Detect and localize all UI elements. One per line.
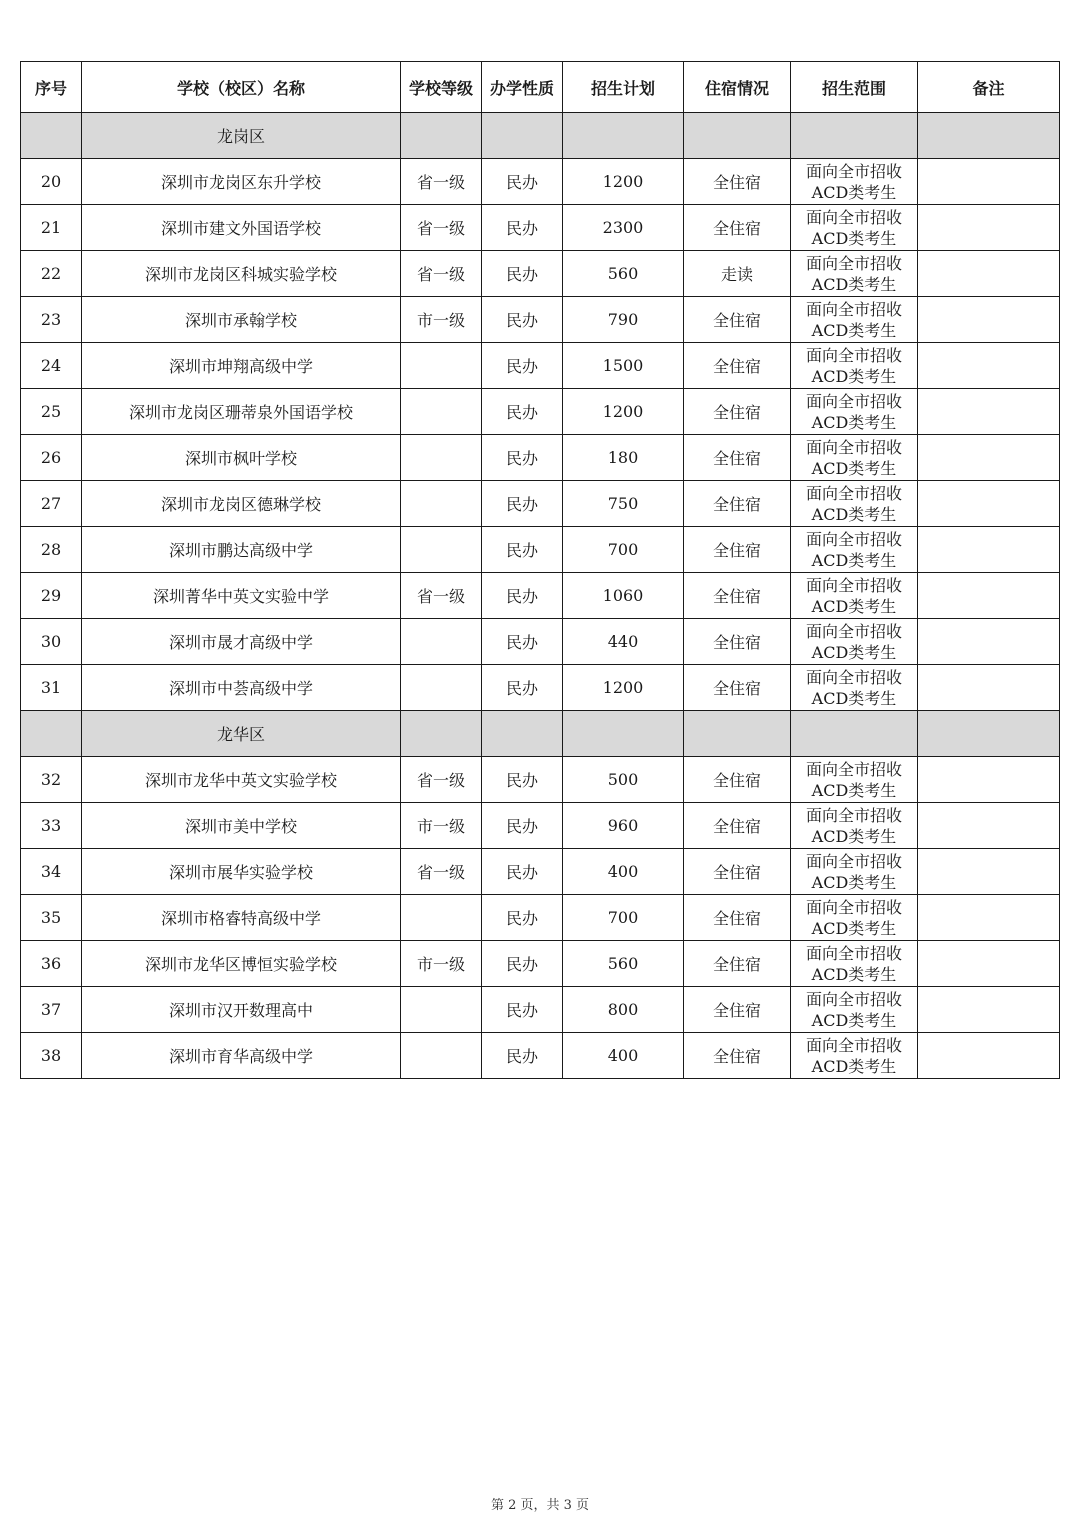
cell-school-level bbox=[401, 619, 482, 665]
cell-school-level bbox=[401, 665, 482, 711]
cell-school-type: 民办 bbox=[482, 757, 563, 803]
cell-enrollment-plan: 2300 bbox=[563, 205, 684, 251]
cell-enrollment-plan: 1060 bbox=[563, 573, 684, 619]
cell-school-name: 深圳市龙岗区德琳学校 bbox=[82, 481, 401, 527]
scope-line-2: ACD类考生 bbox=[811, 964, 897, 984]
cell-school-type: 民办 bbox=[482, 389, 563, 435]
cell-school-name: 深圳市晟才高级中学 bbox=[82, 619, 401, 665]
district-row-empty-cell bbox=[918, 711, 1060, 757]
cell-enrollment-plan: 1200 bbox=[563, 665, 684, 711]
cell-school-name: 深圳市展华实验学校 bbox=[82, 849, 401, 895]
table-row bbox=[21, 297, 1060, 343]
cell-boarding: 全住宿 bbox=[684, 481, 791, 527]
cell-notes bbox=[918, 527, 1060, 573]
cell-enrollment-plan: 960 bbox=[563, 803, 684, 849]
cell-enrollment-scope bbox=[791, 527, 918, 573]
scope-line-2: ACD类考生 bbox=[811, 1010, 897, 1030]
cell-notes bbox=[918, 251, 1060, 297]
cell-enrollment-plan: 800 bbox=[563, 987, 684, 1033]
cell-index: 24 bbox=[21, 343, 82, 389]
district-row bbox=[21, 711, 1060, 757]
header-enrollment-plan: 招生计划 bbox=[563, 62, 684, 113]
enrollment-table bbox=[20, 61, 1060, 1079]
cell-enrollment-plan: 560 bbox=[563, 941, 684, 987]
cell-enrollment-plan: 560 bbox=[563, 251, 684, 297]
cell-school-type: 民办 bbox=[482, 803, 563, 849]
cell-school-name: 深圳市鹏达高级中学 bbox=[82, 527, 401, 573]
cell-enrollment-plan: 1200 bbox=[563, 159, 684, 205]
cell-notes bbox=[918, 941, 1060, 987]
cell-school-name: 深圳市格睿特高级中学 bbox=[82, 895, 401, 941]
scope-line-2: ACD类考生 bbox=[811, 596, 897, 616]
cell-enrollment-scope bbox=[791, 757, 918, 803]
table-body bbox=[21, 113, 1060, 1079]
cell-enrollment-scope bbox=[791, 251, 918, 297]
cell-enrollment-plan: 180 bbox=[563, 435, 684, 481]
cell-school-name: 深圳市龙岗区东升学校 bbox=[82, 159, 401, 205]
table-row bbox=[21, 987, 1060, 1033]
cell-enrollment-scope bbox=[791, 987, 918, 1033]
cell-index: 28 bbox=[21, 527, 82, 573]
cell-school-level bbox=[401, 343, 482, 389]
cell-school-level: 省一级 bbox=[401, 757, 482, 803]
table-row bbox=[21, 849, 1060, 895]
cell-school-level bbox=[401, 1033, 482, 1079]
cell-index: 26 bbox=[21, 435, 82, 481]
cell-school-level bbox=[401, 481, 482, 527]
cell-notes bbox=[918, 895, 1060, 941]
cell-school-name: 深圳市龙岗区科城实验学校 bbox=[82, 251, 401, 297]
cell-boarding: 全住宿 bbox=[684, 435, 791, 481]
cell-school-name: 深圳市承翰学校 bbox=[82, 297, 401, 343]
cell-school-level bbox=[401, 389, 482, 435]
cell-boarding: 全住宿 bbox=[684, 803, 791, 849]
district-row-empty-cell bbox=[21, 113, 82, 159]
scope-line-2: ACD类考生 bbox=[811, 872, 897, 892]
table-row bbox=[21, 389, 1060, 435]
cell-enrollment-scope bbox=[791, 619, 918, 665]
cell-school-name: 深圳市龙华中英文实验学校 bbox=[82, 757, 401, 803]
scope-line-1: 面向全市招收 bbox=[805, 437, 902, 457]
cell-school-type: 民办 bbox=[482, 527, 563, 573]
scope-line-1: 面向全市招收 bbox=[805, 483, 902, 503]
district-row-empty-cell bbox=[401, 113, 482, 159]
scope-line-2: ACD类考生 bbox=[811, 182, 897, 202]
cell-school-name: 深圳市坤翔高级中学 bbox=[82, 343, 401, 389]
scope-line-1: 面向全市招收 bbox=[805, 943, 902, 963]
table-row bbox=[21, 435, 1060, 481]
cell-index: 27 bbox=[21, 481, 82, 527]
scope-line-1: 面向全市招收 bbox=[805, 1035, 902, 1055]
scope-line-1: 面向全市招收 bbox=[805, 759, 902, 779]
cell-school-level: 市一级 bbox=[401, 941, 482, 987]
cell-school-name: 深圳市龙华区博恒实验学校 bbox=[82, 941, 401, 987]
cell-school-type: 民办 bbox=[482, 297, 563, 343]
scope-line-2: ACD类考生 bbox=[811, 412, 897, 432]
cell-enrollment-plan: 440 bbox=[563, 619, 684, 665]
cell-boarding: 全住宿 bbox=[684, 573, 791, 619]
cell-index: 33 bbox=[21, 803, 82, 849]
scope-line-1: 面向全市招收 bbox=[805, 667, 902, 687]
scope-line-1: 面向全市招收 bbox=[805, 161, 902, 181]
table-row bbox=[21, 803, 1060, 849]
cell-school-level: 省一级 bbox=[401, 573, 482, 619]
scope-line-1: 面向全市招收 bbox=[805, 989, 902, 1009]
cell-school-level bbox=[401, 527, 482, 573]
cell-enrollment-plan: 700 bbox=[563, 895, 684, 941]
table-row bbox=[21, 343, 1060, 389]
cell-school-type: 民办 bbox=[482, 1033, 563, 1079]
header-notes: 备注 bbox=[918, 62, 1060, 113]
cell-boarding: 全住宿 bbox=[684, 849, 791, 895]
scope-line-1: 面向全市招收 bbox=[805, 299, 902, 319]
cell-school-name: 深圳市美中学校 bbox=[82, 803, 401, 849]
header-school-type: 办学性质 bbox=[482, 62, 563, 113]
cell-school-level: 省一级 bbox=[401, 849, 482, 895]
scope-line-2: ACD类考生 bbox=[811, 780, 897, 800]
cell-school-type: 民办 bbox=[482, 849, 563, 895]
cell-notes bbox=[918, 573, 1060, 619]
cell-school-name: 深圳市育华高级中学 bbox=[82, 1033, 401, 1079]
district-row-empty-cell bbox=[482, 113, 563, 159]
cell-notes bbox=[918, 849, 1060, 895]
district-row bbox=[21, 113, 1060, 159]
table-row bbox=[21, 251, 1060, 297]
scope-line-2: ACD类考生 bbox=[811, 320, 897, 340]
cell-enrollment-plan: 500 bbox=[563, 757, 684, 803]
cell-boarding: 全住宿 bbox=[684, 1033, 791, 1079]
cell-school-level: 省一级 bbox=[401, 251, 482, 297]
cell-school-type: 民办 bbox=[482, 251, 563, 297]
table-row bbox=[21, 895, 1060, 941]
cell-notes bbox=[918, 159, 1060, 205]
district-row-empty-cell bbox=[684, 711, 791, 757]
scope-line-2: ACD类考生 bbox=[811, 228, 897, 248]
cell-notes bbox=[918, 1033, 1060, 1079]
cell-enrollment-scope bbox=[791, 205, 918, 251]
cell-boarding: 全住宿 bbox=[684, 757, 791, 803]
cell-school-type: 民办 bbox=[482, 205, 563, 251]
district-row-empty-cell bbox=[918, 113, 1060, 159]
scope-line-1: 面向全市招收 bbox=[805, 621, 902, 641]
scope-line-1: 面向全市招收 bbox=[805, 391, 902, 411]
table-row bbox=[21, 481, 1060, 527]
cell-boarding: 走读 bbox=[684, 251, 791, 297]
cell-school-type: 民办 bbox=[482, 987, 563, 1033]
cell-school-type: 民办 bbox=[482, 895, 563, 941]
cell-notes bbox=[918, 297, 1060, 343]
header-school-name: 学校（校区）名称 bbox=[82, 62, 401, 113]
cell-enrollment-plan: 750 bbox=[563, 481, 684, 527]
cell-school-type: 民办 bbox=[482, 159, 563, 205]
scope-line-2: ACD类考生 bbox=[811, 688, 897, 708]
cell-boarding: 全住宿 bbox=[684, 941, 791, 987]
cell-notes bbox=[918, 803, 1060, 849]
cell-index: 23 bbox=[21, 297, 82, 343]
district-row-empty-cell bbox=[791, 113, 918, 159]
district-row-empty-cell bbox=[482, 711, 563, 757]
district-row-empty-cell bbox=[563, 711, 684, 757]
cell-boarding: 全住宿 bbox=[684, 619, 791, 665]
cell-school-name: 深圳市龙岗区珊蒂泉外国语学校 bbox=[82, 389, 401, 435]
header-row bbox=[21, 62, 1060, 113]
scope-line-1: 面向全市招收 bbox=[805, 851, 902, 871]
cell-school-type: 民办 bbox=[482, 573, 563, 619]
cell-index: 20 bbox=[21, 159, 82, 205]
table-row bbox=[21, 941, 1060, 987]
cell-notes bbox=[918, 481, 1060, 527]
cell-enrollment-scope bbox=[791, 803, 918, 849]
cell-school-type: 民办 bbox=[482, 343, 563, 389]
cell-boarding: 全住宿 bbox=[684, 297, 791, 343]
cell-enrollment-plan: 400 bbox=[563, 1033, 684, 1079]
table-row bbox=[21, 527, 1060, 573]
header-school-level: 学校等级 bbox=[401, 62, 482, 113]
cell-notes bbox=[918, 389, 1060, 435]
cell-boarding: 全住宿 bbox=[684, 527, 791, 573]
cell-index: 31 bbox=[21, 665, 82, 711]
cell-enrollment-scope bbox=[791, 159, 918, 205]
district-name: 龙岗区 bbox=[82, 113, 401, 159]
scope-line-2: ACD类考生 bbox=[811, 366, 897, 386]
table-row bbox=[21, 205, 1060, 251]
cell-school-name: 深圳菁华中英文实验中学 bbox=[82, 573, 401, 619]
cell-notes bbox=[918, 205, 1060, 251]
scope-line-2: ACD类考生 bbox=[811, 826, 897, 846]
scope-line-2: ACD类考生 bbox=[811, 458, 897, 478]
scope-line-2: ACD类考生 bbox=[811, 642, 897, 662]
cell-school-level: 省一级 bbox=[401, 159, 482, 205]
cell-notes bbox=[918, 619, 1060, 665]
scope-line-1: 面向全市招收 bbox=[805, 345, 902, 365]
scope-line-2: ACD类考生 bbox=[811, 550, 897, 570]
cell-school-level bbox=[401, 987, 482, 1033]
scope-line-1: 面向全市招收 bbox=[805, 207, 902, 227]
cell-enrollment-scope bbox=[791, 665, 918, 711]
cell-school-type: 民办 bbox=[482, 619, 563, 665]
cell-enrollment-plan: 400 bbox=[563, 849, 684, 895]
cell-enrollment-scope bbox=[791, 389, 918, 435]
cell-enrollment-scope bbox=[791, 573, 918, 619]
cell-school-level: 市一级 bbox=[401, 297, 482, 343]
table-row bbox=[21, 573, 1060, 619]
cell-school-level bbox=[401, 435, 482, 481]
cell-index: 29 bbox=[21, 573, 82, 619]
table-row bbox=[21, 619, 1060, 665]
scope-line-2: ACD类考生 bbox=[811, 1056, 897, 1076]
cell-enrollment-scope bbox=[791, 297, 918, 343]
cell-index: 25 bbox=[21, 389, 82, 435]
cell-school-level: 省一级 bbox=[401, 205, 482, 251]
cell-school-level: 市一级 bbox=[401, 803, 482, 849]
cell-school-name: 深圳市建文外国语学校 bbox=[82, 205, 401, 251]
table-row bbox=[21, 665, 1060, 711]
cell-notes bbox=[918, 343, 1060, 389]
cell-enrollment-scope bbox=[791, 343, 918, 389]
cell-enrollment-scope bbox=[791, 941, 918, 987]
cell-school-name: 深圳市汉开数理高中 bbox=[82, 987, 401, 1033]
cell-school-name: 深圳市枫叶学校 bbox=[82, 435, 401, 481]
scope-line-1: 面向全市招收 bbox=[805, 575, 902, 595]
district-row-empty-cell bbox=[791, 711, 918, 757]
cell-enrollment-scope bbox=[791, 481, 918, 527]
district-name: 龙华区 bbox=[82, 711, 401, 757]
header-boarding: 住宿情况 bbox=[684, 62, 791, 113]
cell-boarding: 全住宿 bbox=[684, 159, 791, 205]
cell-enrollment-plan: 1500 bbox=[563, 343, 684, 389]
district-row-empty-cell bbox=[21, 711, 82, 757]
cell-boarding: 全住宿 bbox=[684, 987, 791, 1033]
table-row bbox=[21, 1033, 1060, 1079]
cell-school-level bbox=[401, 895, 482, 941]
cell-boarding: 全住宿 bbox=[684, 665, 791, 711]
scope-line-1: 面向全市招收 bbox=[805, 529, 902, 549]
cell-notes bbox=[918, 665, 1060, 711]
cell-boarding: 全住宿 bbox=[684, 389, 791, 435]
header-enrollment-scope: 招生范围 bbox=[791, 62, 918, 113]
cell-notes bbox=[918, 987, 1060, 1033]
cell-school-type: 民办 bbox=[482, 941, 563, 987]
cell-boarding: 全住宿 bbox=[684, 895, 791, 941]
cell-index: 36 bbox=[21, 941, 82, 987]
scope-line-1: 面向全市招收 bbox=[805, 805, 902, 825]
district-row-empty-cell bbox=[563, 113, 684, 159]
cell-boarding: 全住宿 bbox=[684, 205, 791, 251]
scope-line-2: ACD类考生 bbox=[811, 504, 897, 524]
cell-school-type: 民办 bbox=[482, 665, 563, 711]
cell-enrollment-scope bbox=[791, 1033, 918, 1079]
cell-school-name: 深圳市中荟高级中学 bbox=[82, 665, 401, 711]
cell-enrollment-scope bbox=[791, 435, 918, 481]
cell-school-type: 民办 bbox=[482, 435, 563, 481]
cell-notes bbox=[918, 435, 1060, 481]
cell-enrollment-scope bbox=[791, 849, 918, 895]
scope-line-1: 面向全市招收 bbox=[805, 253, 902, 273]
table-row bbox=[21, 159, 1060, 205]
district-row-empty-cell bbox=[401, 711, 482, 757]
cell-enrollment-scope bbox=[791, 895, 918, 941]
district-row-empty-cell bbox=[684, 113, 791, 159]
cell-enrollment-plan: 700 bbox=[563, 527, 684, 573]
header-index: 序号 bbox=[21, 62, 82, 113]
cell-index: 32 bbox=[21, 757, 82, 803]
cell-notes bbox=[918, 757, 1060, 803]
cell-index: 35 bbox=[21, 895, 82, 941]
cell-enrollment-plan: 790 bbox=[563, 297, 684, 343]
scope-line-1: 面向全市招收 bbox=[805, 897, 902, 917]
cell-enrollment-plan: 1200 bbox=[563, 389, 684, 435]
cell-index: 38 bbox=[21, 1033, 82, 1079]
scope-line-2: ACD类考生 bbox=[811, 274, 897, 294]
cell-boarding: 全住宿 bbox=[684, 343, 791, 389]
cell-school-type: 民办 bbox=[482, 481, 563, 527]
table-row bbox=[21, 757, 1060, 803]
cell-index: 34 bbox=[21, 849, 82, 895]
cell-index: 21 bbox=[21, 205, 82, 251]
cell-index: 30 bbox=[21, 619, 82, 665]
scope-line-2: ACD类考生 bbox=[811, 918, 897, 938]
cell-index: 22 bbox=[21, 251, 82, 297]
cell-index: 37 bbox=[21, 987, 82, 1033]
page-footer: 第 2 页，共 3 页 bbox=[490, 1498, 590, 1513]
